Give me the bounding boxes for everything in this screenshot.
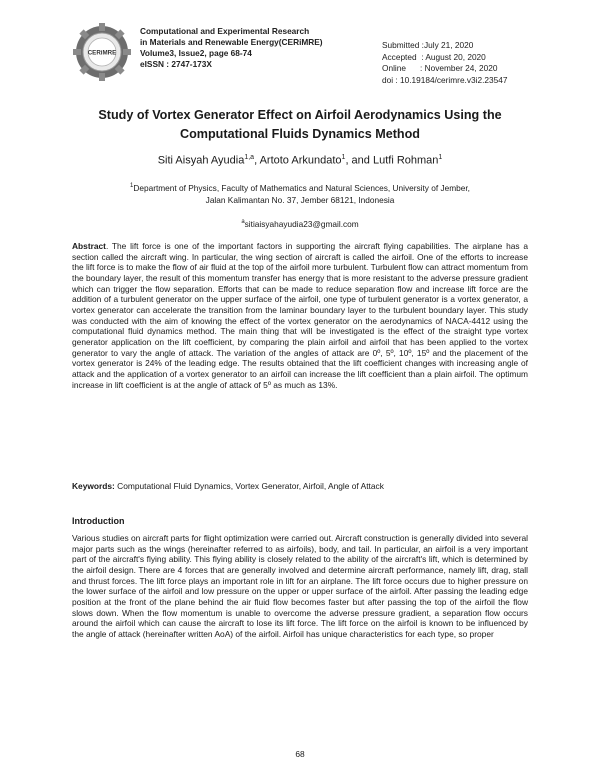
journal-info	[140, 26, 380, 70]
keywords-text: Computational Fluid Dynamics, Vortex Generator, Airfoil, Angle of Attack	[114, 481, 384, 491]
journal-issn: eISSN : 2747-173X	[140, 59, 212, 69]
keywords-label: Keywords:	[72, 481, 115, 491]
abstract	[72, 241, 528, 390]
paper-title: Study of Vortex Generator Effect on Airfoil Aerodynamics Using the Computational Fluids Dynamics Method	[98, 108, 502, 141]
author-2: Artoto Arkundato	[259, 154, 342, 167]
author-1: Siti Aisyah Ayudia	[157, 154, 245, 167]
journal-volume: Volume3, Issue2, page 68-74	[140, 48, 252, 58]
accepted-date: Accepted : August 20, 2020	[382, 51, 486, 62]
keywords	[72, 481, 528, 492]
affiliation-line1: Department of Physics, Faculty of Mathematics and Natural Sciences, University of Jember,	[133, 182, 470, 193]
submitted-date: Submitted :July 21, 2020	[382, 40, 474, 50]
abstract-text: . The lift force is one of the important factors in supporting the aircraft flying capabilities. The airplane has a section called the aircraft wing. In particular, the wing section of aircraft is called the airfoil. One of the efforts to increase the lift force is to make the flow of air fluid at the top of the airfoil more turbulent. Turbulent flow can attract momentum from the boundary layer, the result of this momentum transfer has energy that is more resistant to the adverse pressure gradient which can trigger the flow separation. Efforts that can be made to reduce separation flow and increase lift force are the addition of a turbulent generator on the upper surface of the airfoil, one type of turbulent generator is a vortex generator, a vortex generator can accelerate the transition from the laminar boundary layer to the turbulent boundary layer. This study was conducted with the aim of knowing the effect of the vortex generator on the aerodynamics of NACA-4412 using the computational fluid dynamics method. The main thing that will be investigated is the effect of the straight type vortex generator application on the lift coefficient, by comparing the plain airfoil and airfoil that has been applied to the vortex generator to vary the angle of attack. The variation of the angles of attack are 0º, 5º, 10º, 15º and the placement of the vortex generator is 24% of the leading edge. The results obtained that the lift coefficient changes with increasing angle of attack and the application of a vortex generator to an airfoil can increase the lift coefficient than a plain airfoil. The optimum increase in lift coefficient is at the angle of attack of 5º as much as 13%.	[72, 241, 528, 390]
author-list	[60, 151, 540, 168]
author-3-affil: 1	[438, 154, 443, 161]
doi: doi : 10.19184/cerimre.v3i2.23547	[382, 74, 508, 85]
affiliation-line2: Jalan Kalimantan No. 37, Jember 68121, Indonesia	[205, 194, 395, 205]
affiliation	[60, 180, 540, 206]
logo-text: CERiMRE	[87, 49, 117, 57]
online-label: Online	[382, 63, 406, 73]
publication-dates	[382, 40, 582, 86]
corresponding-email	[60, 216, 540, 230]
introduction-text: Various studies on aircraft parts for flight optimization were carried out. Aircraft construction is generally divided into several major parts such as the wings (hereinafter referred to as airfoils), body, and tail. In particular, an airfoil is a very important part of the aircraft's flying ability. This flying ability is closely related to the ability of the aircraft's lift, which is determined by the airfoil design. There are 4 forces that are generally involved and determine aircraft performance, namely lift, drag, stall and thrust forces. The lift force plays an important role in lift for an airplane. The lift force occurs due to higher pressure on the lower surface of the airfoil and low pressure on the upper or upper surface of the airfoil. After passing the leading edge position at the front of the plane behind the air fluid flow becomes faster but after passing the top of the airfoil the flow slows down. When the flow momentum is unable to overcome the adverse pressure gradient, a separation flow occurs around the airfoil which can cause the aircraft to lose its lift force. The lift force on the airfoil is known to be influenced by the angle of attack (hereinafter written AoA) of the airfoil. Airfoil has unique characteristics for each type, so proper	[72, 533, 528, 639]
author-2-affil: 1	[341, 154, 346, 161]
author-sep-1: ,	[254, 154, 260, 167]
abstract-label: Abstract	[72, 241, 106, 251]
journal-name-line1: Computational and Experimental Research	[140, 26, 310, 36]
author-sep-2: , and	[345, 154, 373, 167]
journal-logo	[72, 22, 132, 82]
author-3: Lutfi Rohman	[372, 154, 439, 167]
section-heading-introduction: Introduction	[72, 516, 125, 526]
online-date	[382, 63, 582, 75]
journal-name-line2: in Materials and Renewable Energy(CERiMRE)	[140, 37, 323, 47]
email-sup: a	[241, 219, 245, 225]
affiliation-sup: 1	[130, 183, 134, 189]
email-address: sitiaisyahayudia23@gmail.com	[244, 218, 359, 229]
online-value: : November 24, 2020	[420, 63, 498, 73]
author-1-affil: 1,a	[244, 154, 255, 161]
page-number: 68	[295, 749, 305, 759]
